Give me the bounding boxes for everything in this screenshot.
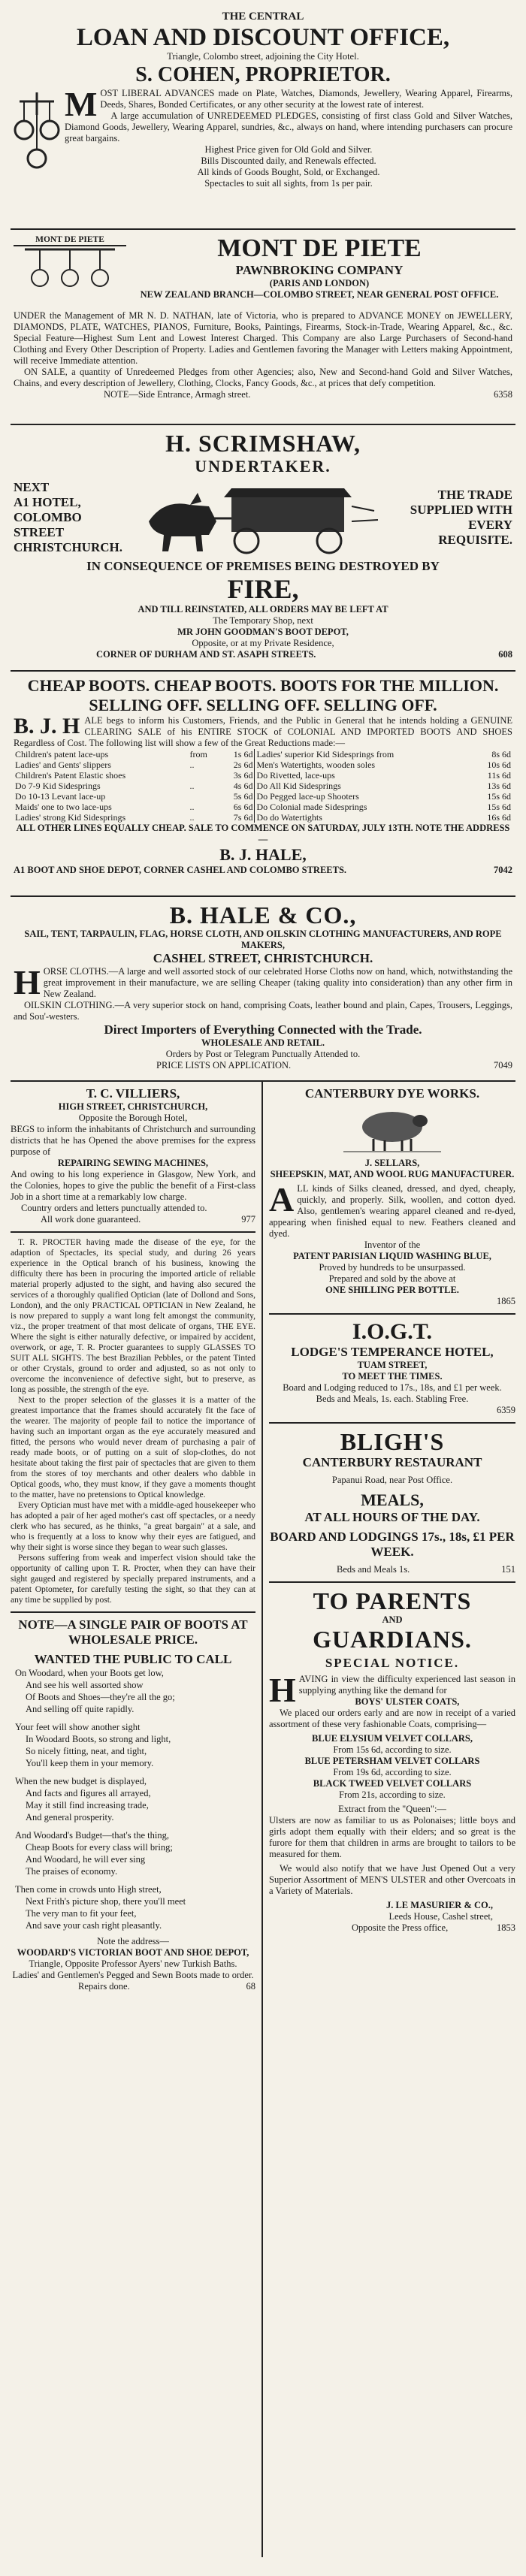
loan-address: Triangle, Colombo street, adjoining the City Hotel. — [167, 51, 359, 62]
bligh-code: 151 — [501, 1564, 515, 1575]
scrimshaw-right-1: THE TRADE — [437, 488, 512, 502]
woodard-verse-line — [15, 1823, 255, 1829]
woodard-code: 68 — [246, 1981, 255, 1992]
boots-item-left: Maids' one to two lace-ups — [15, 802, 112, 812]
guardians-para-1: AVING in view the difficulty experienced last season in supplying anything like the demand for — [298, 1674, 515, 1696]
iogt-board: Board and Lodging reduced to 17s., 18s, and £1 per week. — [283, 1382, 502, 1393]
boots-item-right: Ladies' superior Kid Sidesprings from — [256, 749, 394, 760]
bligh-board: BOARD AND LODGINGS 17s., 18s, £1 PER WEEK. — [270, 1530, 515, 1559]
dye-title: CANTERBURY DYE WORKS. — [304, 1086, 480, 1101]
ad-scrimshaw — [11, 425, 515, 672]
guardians-collar-3: BLACK TWEED VELVET COLLARS — [313, 1778, 472, 1789]
loan-line-3: All kinds of Goods Bought, Sold, or Exchanged. — [197, 167, 380, 177]
loan-pre: THE CENTRAL — [222, 11, 304, 23]
mdp-note: NOTE—Side Entrance, Armagh street. — [104, 389, 251, 400]
scrimshaw-right-4: REQUISITE. — [438, 533, 512, 547]
procter-para-2: Next to the proper selection of the glasses it is a matter of the greatest importance that the frames should accurately fit the face of the wearer. The majority of people fail to notice the importance of having such an important organ as the eye accurately measured and fitted, the persons who would never dream of purchasing a pair of ready made boots, or of putting on a suit of slop-clothes, do not hesitate about taking the first pair of spectacles that are given to them from the stores of toy merchants and other dealers who dabble in Optical goods, who, they must know, if they gave a moments thought to the matter, have no pretensions to Optical knowledge. — [11, 1396, 255, 1499]
mdp-sign — [14, 234, 126, 310]
scrimshaw-notice-2: AND TILL REINSTATED, ALL ORDERS MAY BE LEFT AT — [138, 604, 388, 615]
ad-woodard — [11, 1613, 255, 1997]
dye-proved: Proved by hundreds to be unsurpassed. — [319, 1262, 466, 1273]
woodard-verse-line: And Woodard's Budget—that's the thing, — [15, 1830, 169, 1841]
scrimshaw-notice-4: MR JOHN GOODMAN'S BOOT DEPOT, — [177, 627, 349, 637]
scrimshaw-notice-6: CORNER OF DURHAM AND ST. ASAPH STREETS. — [96, 649, 316, 660]
ad-guardians — [269, 1583, 515, 1938]
villiers-guarantee: All work done guaranteed. — [41, 1214, 141, 1225]
hale-para-6: PRICE LISTS ON APPLICATION. — [156, 1060, 292, 1071]
boots-item-right: Do do Watertights — [256, 812, 322, 823]
guardians-title-2: GUARDIANS. — [313, 1626, 472, 1653]
hale-sub-2: CASHEL STREET, CHRISTCHURCH. — [153, 951, 373, 965]
woodard-verse-line: In Woodard Boots, so strong and light, — [26, 1734, 171, 1744]
boots-item-price-2: 16s 6d — [487, 812, 511, 823]
boots-intro: ALE begs to inform his Customers, Friends, and the Public in General that he intends holding a GENUINE CLEARING SALE of his ENTIRE STOCK of COLONIAL AND IMPORTED BOOTS AND SHOES Regardless of Cost. The following list will show a few of the Great Reductions made:— — [14, 715, 512, 748]
scrimshaw-right-2: SUPPLIED WITH — [410, 503, 512, 517]
woodard-verse-line — [15, 1769, 255, 1775]
boots-item-left: Do 10-13 Levant lace-up — [15, 791, 106, 802]
boots-price-row — [14, 812, 512, 823]
newspaper-page — [11, 5, 515, 2572]
iogt-title: I.O.G.T. — [352, 1319, 433, 1344]
guardians-house: Leeds House, Cashel street, — [388, 1911, 493, 1922]
bligh-title: BLIGH'S — [340, 1428, 445, 1455]
right-column — [263, 1082, 515, 2557]
boots-item-left: Children's Patent Elastic shoes — [15, 770, 126, 781]
boots-item-from: .. — [189, 760, 195, 770]
ad-hale-co — [11, 897, 515, 1082]
loan-line-2: Bills Discounted daily, and Renewals effected. — [201, 156, 376, 166]
scrimshaw-left-1: NEXT — [14, 480, 50, 494]
mdp-code: 6358 — [494, 389, 512, 400]
loan-dropcap: M — [65, 85, 98, 123]
villiers-addr-2: Opposite the Borough Hotel, — [78, 1113, 188, 1123]
woodard-verse-line: Then come in crowds unto High street, — [15, 1884, 162, 1895]
hale-para-2: OILSKIN CLOTHING.—A very superior stock on hand, comprising Coats, leather bound and plain, Capes, Trousers, Leggings, and Sou'-westers. — [14, 1000, 512, 1022]
boots-price-row — [14, 760, 512, 770]
guardians-and: AND — [382, 1614, 403, 1625]
boots-item-price: 1s 6d — [220, 749, 255, 760]
boots-item-price-2: 11s 6d — [487, 770, 511, 781]
boots-item-right: Do Rivetted, lace-ups — [256, 770, 335, 781]
woodard-address-note: Note the address— — [97, 1936, 169, 1946]
left-column — [11, 1082, 263, 2557]
boots-item-price-2: 15s 6d — [487, 791, 511, 802]
villiers-addr-1: HIGH STREET, CHRISTCHURCH, — [58, 1101, 208, 1112]
mdp-sub-2: (PARIS AND LONDON) — [269, 278, 370, 288]
villiers-repair: REPAIRING SEWING MACHINES, — [57, 1158, 209, 1168]
guardians-collar-3-price: From 21s, according to size. — [339, 1789, 446, 1800]
villiers-body: BEGS to inform the inhabitants of Christchurch and surrounding districts that he has Opened the above premises for the express purpose of — [11, 1124, 255, 1157]
hale-sub-1: SAIL, TENT, TARPAULIN, FLAG, HORSE CLOTH, AND OILSKIN CLOTHING MANUFACTURERS, AND ROPE MAKERS, — [24, 929, 502, 950]
guardians-opp: Opposite the Press office, — [352, 1922, 449, 1933]
mdp-sign-text: MONT DE PIETE — [14, 234, 126, 246]
woodard-triangle: Triangle, Opposite Professor Ayers' new Turkish Baths. — [29, 1958, 237, 1969]
dye-sale: Prepared and sold by the above at — [328, 1273, 456, 1284]
ad-cheap-boots — [11, 672, 515, 897]
woodard-verse-line: And see his well assorted show — [26, 1680, 144, 1690]
boots-price-row — [14, 802, 512, 812]
guardians-collar-2: BLUE PETERSHAM VELVET COLLARS — [304, 1756, 480, 1766]
dye-price: ONE SHILLING PER BOTTLE. — [325, 1285, 459, 1295]
woodard-verse-line — [15, 1715, 255, 1721]
boots-item-price: 6s 6d — [220, 802, 255, 812]
scrimshaw-sub: UNDERTAKER. — [195, 457, 331, 476]
dye-name: J. SELLARS, — [364, 1158, 420, 1168]
mdp-para-2: ON SALE, a quantity of Unredeemed Pledges from other Agencies; also, New and Second-hand Gold and Silver Watches, Chains, and every description of Jewellery, Clothing, Clocks, Fancy Goods, &c., at prices that defy competition. — [14, 367, 512, 388]
hale-dropcap: H — [14, 963, 41, 1001]
boots-sign: B. J. HALE, — [219, 845, 307, 864]
woodard-verse-line: You'll keep them in your memory. — [26, 1758, 154, 1768]
guardians-code: 1853 — [497, 1922, 515, 1933]
bligh-addr: Papanui Road, near Post Office. — [331, 1475, 453, 1485]
hearse-icon — [119, 476, 404, 559]
pawn-sign-icon — [17, 246, 122, 307]
pawn-balls-icon — [14, 89, 60, 180]
boots-item-from — [189, 770, 220, 781]
boots-item-price: 7s 6d — [220, 812, 255, 823]
boots-item-price: 4s 6d — [220, 781, 255, 791]
boots-item-price-2: 13s 6d — [487, 781, 511, 791]
boots-other: ALL OTHER LINES EQUALLY CHEAP. SALE TO COMMENCE ON SATURDAY, JULY 13TH. NOTE THE ADDRESS— — [16, 823, 510, 844]
bligh-beds: Beds and Meals 1s. — [337, 1564, 410, 1575]
loan-line-1: Highest Price given for Old Gold and Silver. — [204, 144, 373, 155]
woodard-verse-line: And save your cash right pleasantly. — [26, 1920, 162, 1931]
guardians-special: SPECIAL NOTICE. — [325, 1656, 460, 1670]
woodard-verse-line: Next Frith's picture shop, there you'll meet — [26, 1896, 186, 1907]
boots-item-from: .. — [189, 781, 195, 791]
boots-item-left: Children's patent lace-ups — [15, 749, 109, 760]
procter-para-1: T. R. PROCTER having made the disease of the eye, for the adaption of Spectacles, its special study, and during 26 years experience in the Optical branch of his business, knowing the difficulty there has been in procuring the imported article of reliable material properly adjusted to the sight, and having also secured the services of a thoroughly qualified Optician (late of Dollond and Sons, London), and the only PRACTICAL OPTICIAN in New Zealand, he is now prepared to supply a want long felt amongst the community, viz., the proper treatment of that most delicate of organs, THE EYE. Where the sight is either naturally defective, or impaired by accident, overwork, or age, T. R. Procter guarantees to supply GLASSES TO SUIT ALL SIGHTS. The best Brazilian Pebbles, or the patent Tinted or other Crystals, ground to order and adjusted, so as not only to overcome the inconvenience of defective sight, but to preserve, as long as possible, the strength of the eye. — [11, 1238, 255, 1394]
hale-para-4: WHOLESALE AND RETAIL. — [201, 1037, 325, 1048]
guardians-collar-1-price: From 15s 6d, according to size. — [333, 1744, 452, 1755]
guardians-firm: J. LE MASURIER & CO., — [385, 1900, 493, 1910]
woodard-verse-line: The praises of economy. — [26, 1866, 118, 1877]
boots-item-right: Do Colonial made Sidesprings — [256, 802, 367, 812]
ad-bligh — [269, 1424, 515, 1583]
ad-mont-de-piete — [11, 230, 515, 425]
woodard-repairs: Repairs done. — [78, 1981, 130, 1992]
dye-inventor: Inventor of the — [364, 1240, 421, 1250]
guardians-collar-1: BLUE ELYSIUM VELVET COLLARS, — [312, 1733, 473, 1744]
scrimshaw-left-2: A1 HOTEL, — [14, 495, 81, 509]
scrimshaw-notice-1: IN CONSEQUENCE OF PREMISES BEING DESTROYED BY — [86, 559, 440, 573]
boots-item-price: 3s 6d — [220, 770, 255, 781]
ad-villiers — [11, 1082, 255, 1233]
boots-item-from: .. — [189, 812, 195, 823]
guardians-dropcap: H — [269, 1671, 296, 1709]
boots-item-from: .. — [189, 802, 195, 812]
boots-item-price-2: 10s 6d — [487, 760, 511, 770]
boots-price-row — [14, 791, 512, 802]
villiers-code: 977 — [241, 1214, 255, 1225]
guardians-para-2: We placed our orders early and are now in receipt of a varied assortment of these very fashionable Coats, comprising— — [269, 1708, 515, 1729]
hale-para-3: Direct Importers of Everything Connected with the Trade. — [104, 1022, 422, 1037]
scrimshaw-right-3: EVERY — [468, 518, 512, 532]
scrimshaw-notice-3: The Temporary Shop, next — [213, 615, 313, 626]
boots-head-1: CHEAP BOOTS. CHEAP BOOTS. BOOTS FOR THE MILLION. — [27, 676, 499, 695]
guardians-queen: Extract from the "Queen":— — [338, 1804, 446, 1814]
procter-para-3: Every Optician must have met with a middle-aged housekeeper who has adopted a pair of her aged mother's cast off spectacles, or a needy clerk who has secured, as he thinks, "a great bargain" at a sale, and who is frequently at a loss to know why their eyes are fatigued, and why their sight is worse since they began to wear such glasses. — [11, 1501, 255, 1552]
woodard-verse-line: On Woodard, when your Boots get low, — [15, 1668, 164, 1678]
woodard-verse-line: Your feet will show another sight — [15, 1722, 141, 1732]
sheep-icon — [336, 1101, 449, 1154]
woodard-verse-line: Cheap Boots for every class will bring; — [26, 1842, 173, 1853]
boots-item-left: Do 7-9 Kid Sidesprings — [15, 781, 101, 791]
boots-head-2: SELLING OFF. SELLING OFF. SELLING OFF. — [89, 696, 437, 714]
woodard-verse-line: So nicely fitting, neat, and tight, — [26, 1746, 147, 1756]
dye-patent: PATENT PARISIAN LIQUID WASHING BLUE, — [293, 1251, 491, 1261]
mdp-title: MONT DE PIETE — [217, 234, 422, 262]
boots-price-table — [14, 749, 512, 823]
mdp-sub-3: NEW ZEALAND BRANCH—COLOMBO STREET, NEAR GENERAL POST OFFICE. — [140, 289, 499, 300]
ad-iogt — [269, 1315, 515, 1424]
woodard-verse-line: And general prosperity. — [26, 1812, 114, 1823]
procter-para-4: Persons suffering from weak and imperfect vision should take the opportunity of calling upon T. R. Procter, when they can have their sight gauged and registered by specially prepared instruments, and a patent Optometer, for carefully testing the sight, so that they can at any time be supplied by post. — [11, 1554, 255, 1605]
dye-sub: SHEEPSKIN, MAT, AND WOOL RUG MANUFACTURER. — [270, 1169, 515, 1179]
iogt-addr: TUAM STREET, — [357, 1360, 428, 1370]
woodard-verse-line: Of Boots and Shoes—they're all the go; — [26, 1692, 175, 1702]
hale-para-5: Orders by Post or Telegram Punctually Attended to. — [165, 1049, 361, 1059]
woodard-verse-line: And facts and figures all arrayed, — [26, 1788, 151, 1798]
ad-procter — [11, 1233, 255, 1613]
dye-code: 1865 — [497, 1296, 515, 1306]
woodard-verse-line: And Woodard, he will ever sing — [26, 1854, 146, 1865]
boots-item-right: Do All Kid Sidesprings — [256, 781, 341, 791]
woodard-verse-line — [15, 1877, 255, 1883]
ad-loan-office — [11, 5, 515, 230]
loan-title: LOAN AND DISCOUNT OFFICE, — [76, 24, 450, 51]
boots-item-price-2: 8s 6d — [491, 749, 511, 760]
two-column-section — [11, 1082, 515, 2557]
bligh-hours: AT ALL HOURS OF THE DAY. — [304, 1510, 480, 1524]
bligh-meals: MEALS, — [361, 1490, 424, 1509]
boots-item-from — [189, 791, 220, 802]
boots-item-from: from — [189, 749, 207, 760]
dye-dropcap: A — [269, 1180, 295, 1219]
villiers-body-2: And owing to his long experience in Glasgow, New York, and the Colonies, hopes to give the public the benefit of a First-class Job in a short time at a remarkably low charge. — [11, 1169, 255, 1202]
hale-code: 7049 — [494, 1060, 512, 1071]
scrimshaw-left-4: CHRISTCHURCH. — [14, 540, 122, 554]
mdp-para-1: UNDER the Management of MR N. D. NATHAN, late of Victoria, who is prepared to ADVANCE MONEY on JEWELLERY, DIAMONDS, PLATE, WATCHES, PIANOS, Furniture, Books, Paintings, Firearms, Stock-in-Trade, Wearing Apparel, &c., &c. Special Feature—Highest Sum Lent and Lowest Interest Charged. This Company are also Large Purchasers of Second-hand Clothing and Every Other Description of Property. Ladies and Gentlemen favoring the Manager with Letters making Appointment, will receive Immediate attention. — [14, 310, 512, 366]
iogt-beds: Beds and Meals, 1s. each. Stabling Free. — [316, 1394, 469, 1404]
hale-title: B. HALE & CO., — [169, 901, 357, 929]
boots-price-row — [14, 770, 512, 781]
boots-item-price-2: 15s 6d — [487, 802, 511, 812]
woodard-verse-line: May it still find increasing trade, — [26, 1800, 149, 1810]
iogt-meet: TO MEET THE TIMES. — [342, 1371, 443, 1382]
woodard-depot: WOODARD'S VICTORIAN BOOT AND SHOE DEPOT, — [17, 1947, 249, 1958]
guardians-title-1: TO PARENTS — [313, 1587, 472, 1614]
ad-dye-works — [269, 1082, 515, 1315]
boots-item-left: Ladies' strong Kid Sidesprings — [15, 812, 126, 823]
iogt-code: 6359 — [497, 1405, 515, 1415]
mdp-sub-1: PAWNBROKING COMPANY — [235, 263, 404, 277]
boots-code: 7042 — [494, 865, 512, 875]
villiers-body-3: Country orders and letters punctually attended to. — [21, 1203, 207, 1213]
scrimshaw-notice-5: Opposite, or at my Private Residence, — [192, 638, 334, 648]
boots-item-left: Ladies' and Gents' slippers — [15, 760, 111, 770]
boots-item-price: 2s 6d — [220, 760, 255, 770]
scrimshaw-code: 608 — [498, 649, 512, 660]
loan-proprietor: S. COHEN, PROPRIETOR. — [135, 63, 391, 86]
woodard-verses — [11, 1667, 255, 1931]
guardians-quote: Ulsters are now as familiar to us as Polonaises; little boys and girls adopt them equally with their elders; and so great is the furore for them that children in arms are brought to tailors to be measured for them. — [269, 1815, 515, 1859]
dye-para-1: LL kinds of Silks cleaned, dressed, and dyed, cheaply, quickly, and properly. Silk, woollen, and cotton dyed. Also, gentlemen's wearing apparel cleaned and re-dyed, appearing when finished equal to new. Feathers cleaned and dyed. — [269, 1183, 515, 1239]
guardians-ulster: BOYS' ULSTER COATS, — [355, 1696, 460, 1707]
boots-item-right: Men's Watertights, wooden soles — [256, 760, 376, 770]
woodard-wanted: WANTED THE PUBLIC TO CALL — [34, 1652, 232, 1666]
boots-item-right: Do Pegged lace-up Shooters — [256, 791, 359, 802]
woodard-ladies: Ladies' and Gentlemen's Pegged and Sewn Boots made to order. — [12, 1970, 254, 1980]
boots-item-price: 5s 6d — [220, 791, 255, 802]
loan-para-1: OST LIBERAL ADVANCES made on Plate, Watches, Diamonds, Jewellery, Wearing Apparel, Firearms, Deeds, Shares, Bonded Certificates, or any other security at the lowest rate of interest. — [100, 88, 512, 110]
guardians-collar-2-price: From 19s 6d, according to size. — [333, 1767, 452, 1777]
loan-line-4: Spectacles to suit all sights, from 1s per pair. — [204, 178, 373, 189]
boots-initials: B. J. H — [14, 714, 80, 738]
guardians-para-3: We would also notify that we have Just Opened Out a very Superior Assortment of MEN'S ULSTER and other Overcoats in a Variety of Materials. — [269, 1863, 515, 1896]
woodard-verse-line: The very man to fit your feet, — [26, 1908, 137, 1919]
scrimshaw-left-3: COLOMBO STREET — [14, 510, 82, 539]
boots-depot: A1 BOOT AND SHOE DEPOT, CORNER CASHEL AND COLOMBO STREETS. — [14, 865, 347, 875]
boots-price-row — [14, 749, 512, 760]
scrimshaw-fire: FIRE, — [227, 574, 299, 604]
hale-para-1: ORSE CLOTHS.—A large and well assorted stock of our celebrated Horse Cloths now on hand, which, notwithstanding the great improvement in their manufacture, we are selling Cheaper (taking quality into consideration) than any other firm in New Zealand. — [43, 966, 512, 999]
iogt-name: LODGE'S TEMPERANCE HOTEL, — [291, 1345, 494, 1359]
woodard-verse-line: When the new budget is displayed, — [15, 1776, 147, 1786]
woodard-note: NOTE—A SINGLE PAIR OF BOOTS AT WHOLESALE PRICE. — [18, 1617, 248, 1647]
boots-price-row — [14, 781, 512, 791]
scrimshaw-title: H. SCRIMSHAW, — [165, 430, 361, 457]
woodard-verse-line: And selling off quite rapidly. — [26, 1704, 135, 1714]
villiers-title: T. C. VILLIERS, — [86, 1086, 180, 1101]
loan-para-2: A large accumulation of UNREDEEMED PLEDGES, consisting of first class Gold and Silver Watches, Diamond Goods, Jewellery, Wearing Apparel, sundries, &c., always on hand, where intending purchasers can procure great bargains. — [65, 110, 512, 143]
bligh-sub: CANTERBURY RESTAURANT — [302, 1455, 482, 1469]
